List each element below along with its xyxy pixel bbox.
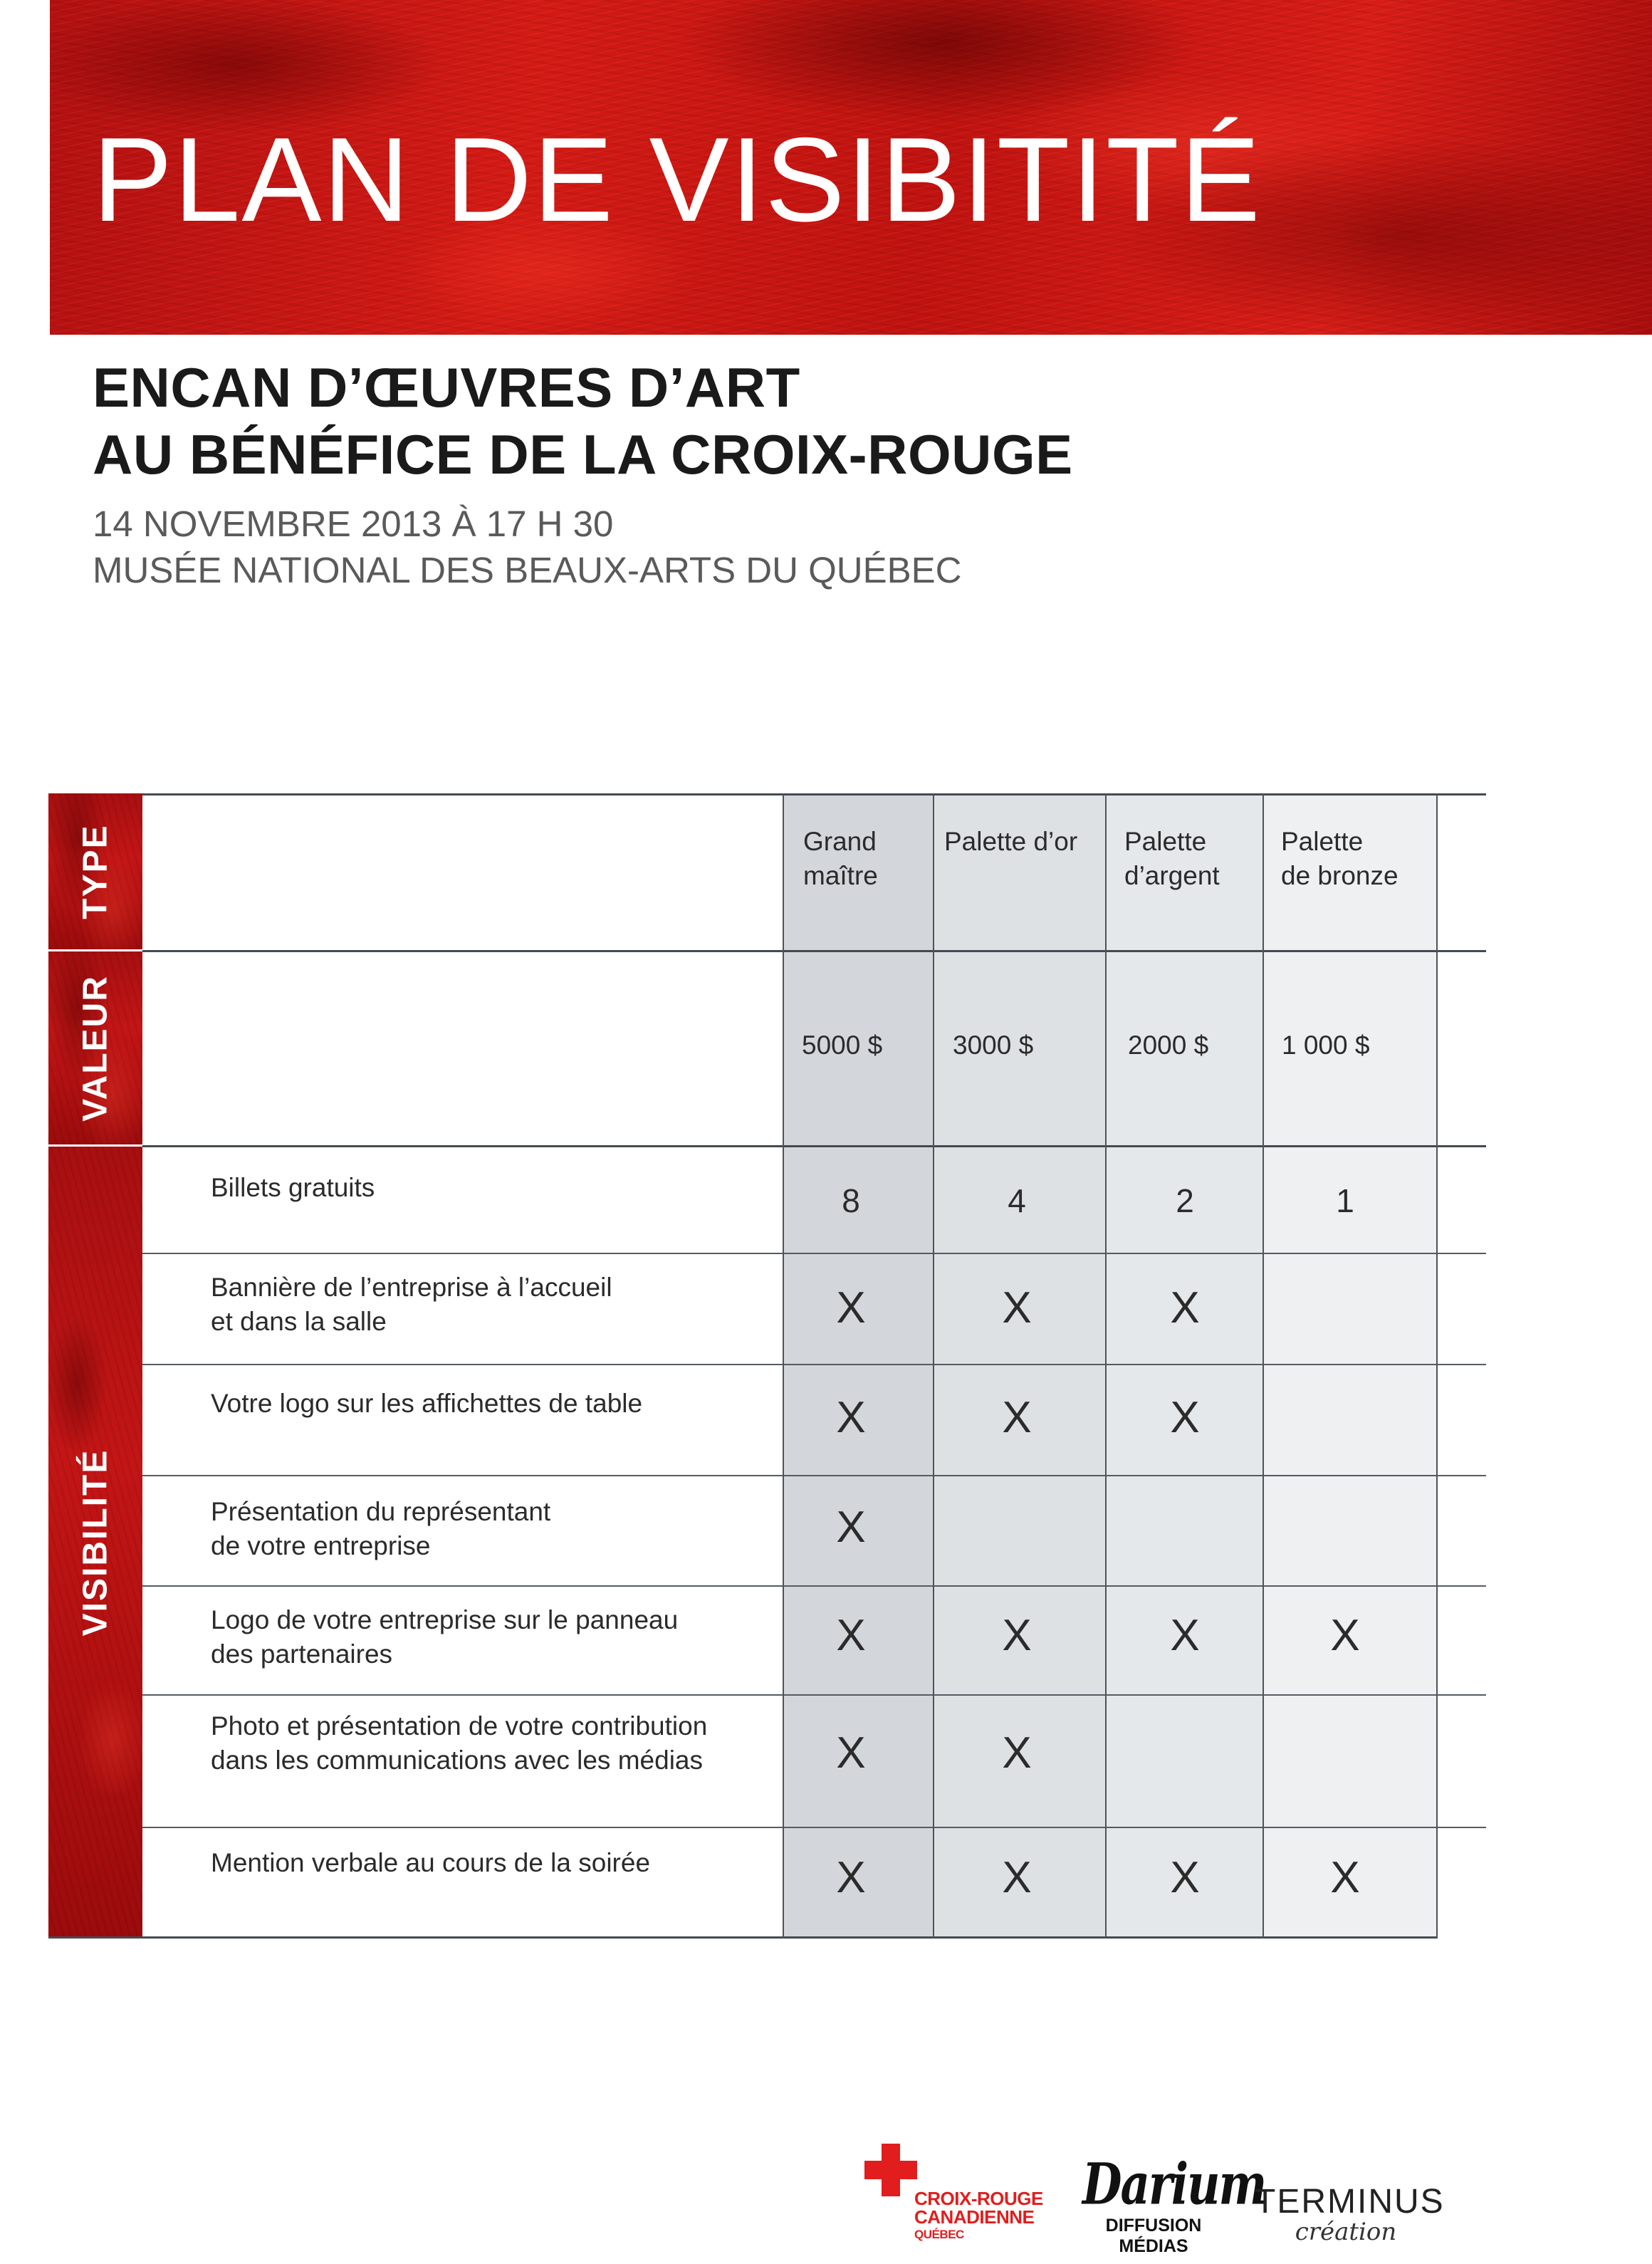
table-right-border (1436, 793, 1438, 1939)
cell-check: X (836, 1728, 866, 1778)
row-divider (142, 1694, 1486, 1696)
tier-name-palette-bronze: Palette de bronze (1281, 827, 1399, 890)
cell-value: 8 (842, 1182, 860, 1219)
cell-check: X (1002, 1728, 1032, 1778)
cell-check: X (836, 1611, 866, 1660)
table-top-border (142, 793, 1486, 795)
cell-check: X (1170, 1393, 1200, 1442)
feature-label-table-logo: Votre logo sur les affichettes de table (211, 1389, 643, 1418)
event-heading-line1: ENCAN D’ŒUVRES D’ART (93, 356, 800, 419)
tier-value-grand-maitre: 5000 $ (802, 1031, 883, 1060)
row-divider (142, 950, 1486, 952)
row-divider (142, 1475, 1486, 1476)
section-strip-value (48, 951, 142, 1147)
cell-check: X (1002, 1393, 1032, 1442)
cell-check: X (1170, 1853, 1200, 1902)
column-divider (783, 793, 784, 1939)
croix-rouge-logo (862, 2144, 1043, 2250)
red-cross-icon (864, 2144, 917, 2196)
event-details (93, 501, 961, 593)
row-divider (142, 1585, 1486, 1587)
feature-label-partners-panel: Logo de votre entreprise sur le panneau des partenaires (211, 1605, 679, 1669)
feature-label-representative: Présentation du représentant de votre entreprise (211, 1497, 551, 1560)
tier-value-palette-or: 3000 $ (953, 1031, 1034, 1060)
visibility-table (48, 793, 1438, 1939)
terminus-subtitle: création (1295, 2218, 1397, 2246)
feature-label-verbal-mention: Mention verbale au cours de la soirée (211, 1848, 651, 1877)
cell-check: X (1002, 1283, 1032, 1332)
column-bg-palette-bronze (1263, 793, 1438, 1939)
page-title: PLAN DE VISIBITITÉ (93, 113, 1262, 246)
section-strip-visibility (48, 1147, 142, 1939)
terminus-wordmark: TERMINUS (1255, 2183, 1445, 2221)
cell-check: X (836, 1283, 866, 1332)
row-divider (142, 1827, 1486, 1828)
cell-check: X (1002, 1611, 1032, 1660)
cell-check: X (1170, 1283, 1200, 1332)
cell-value: 2 (1176, 1182, 1194, 1219)
cell-check: X (836, 1503, 866, 1552)
column-divider (1262, 793, 1264, 1939)
column-divider (1105, 793, 1107, 1939)
cell-check: X (1330, 1853, 1360, 1902)
tier-value-palette-bronze: 1 000 $ (1282, 1031, 1370, 1060)
croix-rouge-wordmark: CROIX-ROUGE CANADIENNE QUÉBEC (914, 2188, 1043, 2241)
section-label-value: VALEUR (76, 974, 115, 1122)
row-divider (142, 1364, 1486, 1365)
cell-check: X (1002, 1853, 1032, 1902)
darium-wordmark: Darium (1082, 2151, 1266, 2218)
tier-value-palette-argent: 2000 $ (1128, 1031, 1209, 1060)
row-divider (142, 1253, 1486, 1254)
darium-logo (1082, 2151, 1266, 2256)
feature-label-free-tickets: Billets gratuits (211, 1173, 375, 1202)
cell-check: X (836, 1393, 866, 1442)
darium-subtitle: DIFFUSION MÉDIAS (1105, 2216, 1202, 2256)
cell-check: X (836, 1853, 866, 1902)
section-strip-type (48, 793, 142, 951)
event-date: 14 NOVEMBRE 2013 À 17 H 30 (93, 504, 614, 544)
terminus-logo (1255, 2183, 1445, 2255)
feature-label-banner: Bannière de l’entreprise à l’accueil et dans la salle (211, 1273, 612, 1336)
tier-name-palette-argent: Palette d’argent (1124, 827, 1220, 890)
column-divider (933, 793, 934, 1939)
section-label-type: TYPE (76, 823, 115, 919)
column-bg-palette-argent (1106, 793, 1263, 1939)
cell-check: X (1330, 1611, 1360, 1660)
row-divider (142, 1145, 1486, 1147)
event-venue: MUSÉE NATIONAL DES BEAUX-ARTS DU QUÉBEC (93, 550, 962, 590)
event-heading-line2: AU BÉNÉFICE DE LA CROIX-ROUGE (93, 423, 1073, 486)
tier-name-grand-maitre: Grand maître (803, 827, 878, 890)
cell-check: X (1170, 1611, 1200, 1660)
event-heading (93, 354, 1073, 488)
cell-value: 1 (1336, 1182, 1354, 1219)
section-label-visibility: VISIBILITÉ (76, 1449, 115, 1637)
feature-label-media: Photo et présentation de votre contribution dans les communications avec les médias (211, 1711, 708, 1775)
header-banner (50, 0, 1652, 335)
tier-name-palette-or: Palette d’or (944, 827, 1078, 856)
cell-value: 4 (1008, 1182, 1026, 1219)
table-bottom-border (48, 1936, 1438, 1939)
